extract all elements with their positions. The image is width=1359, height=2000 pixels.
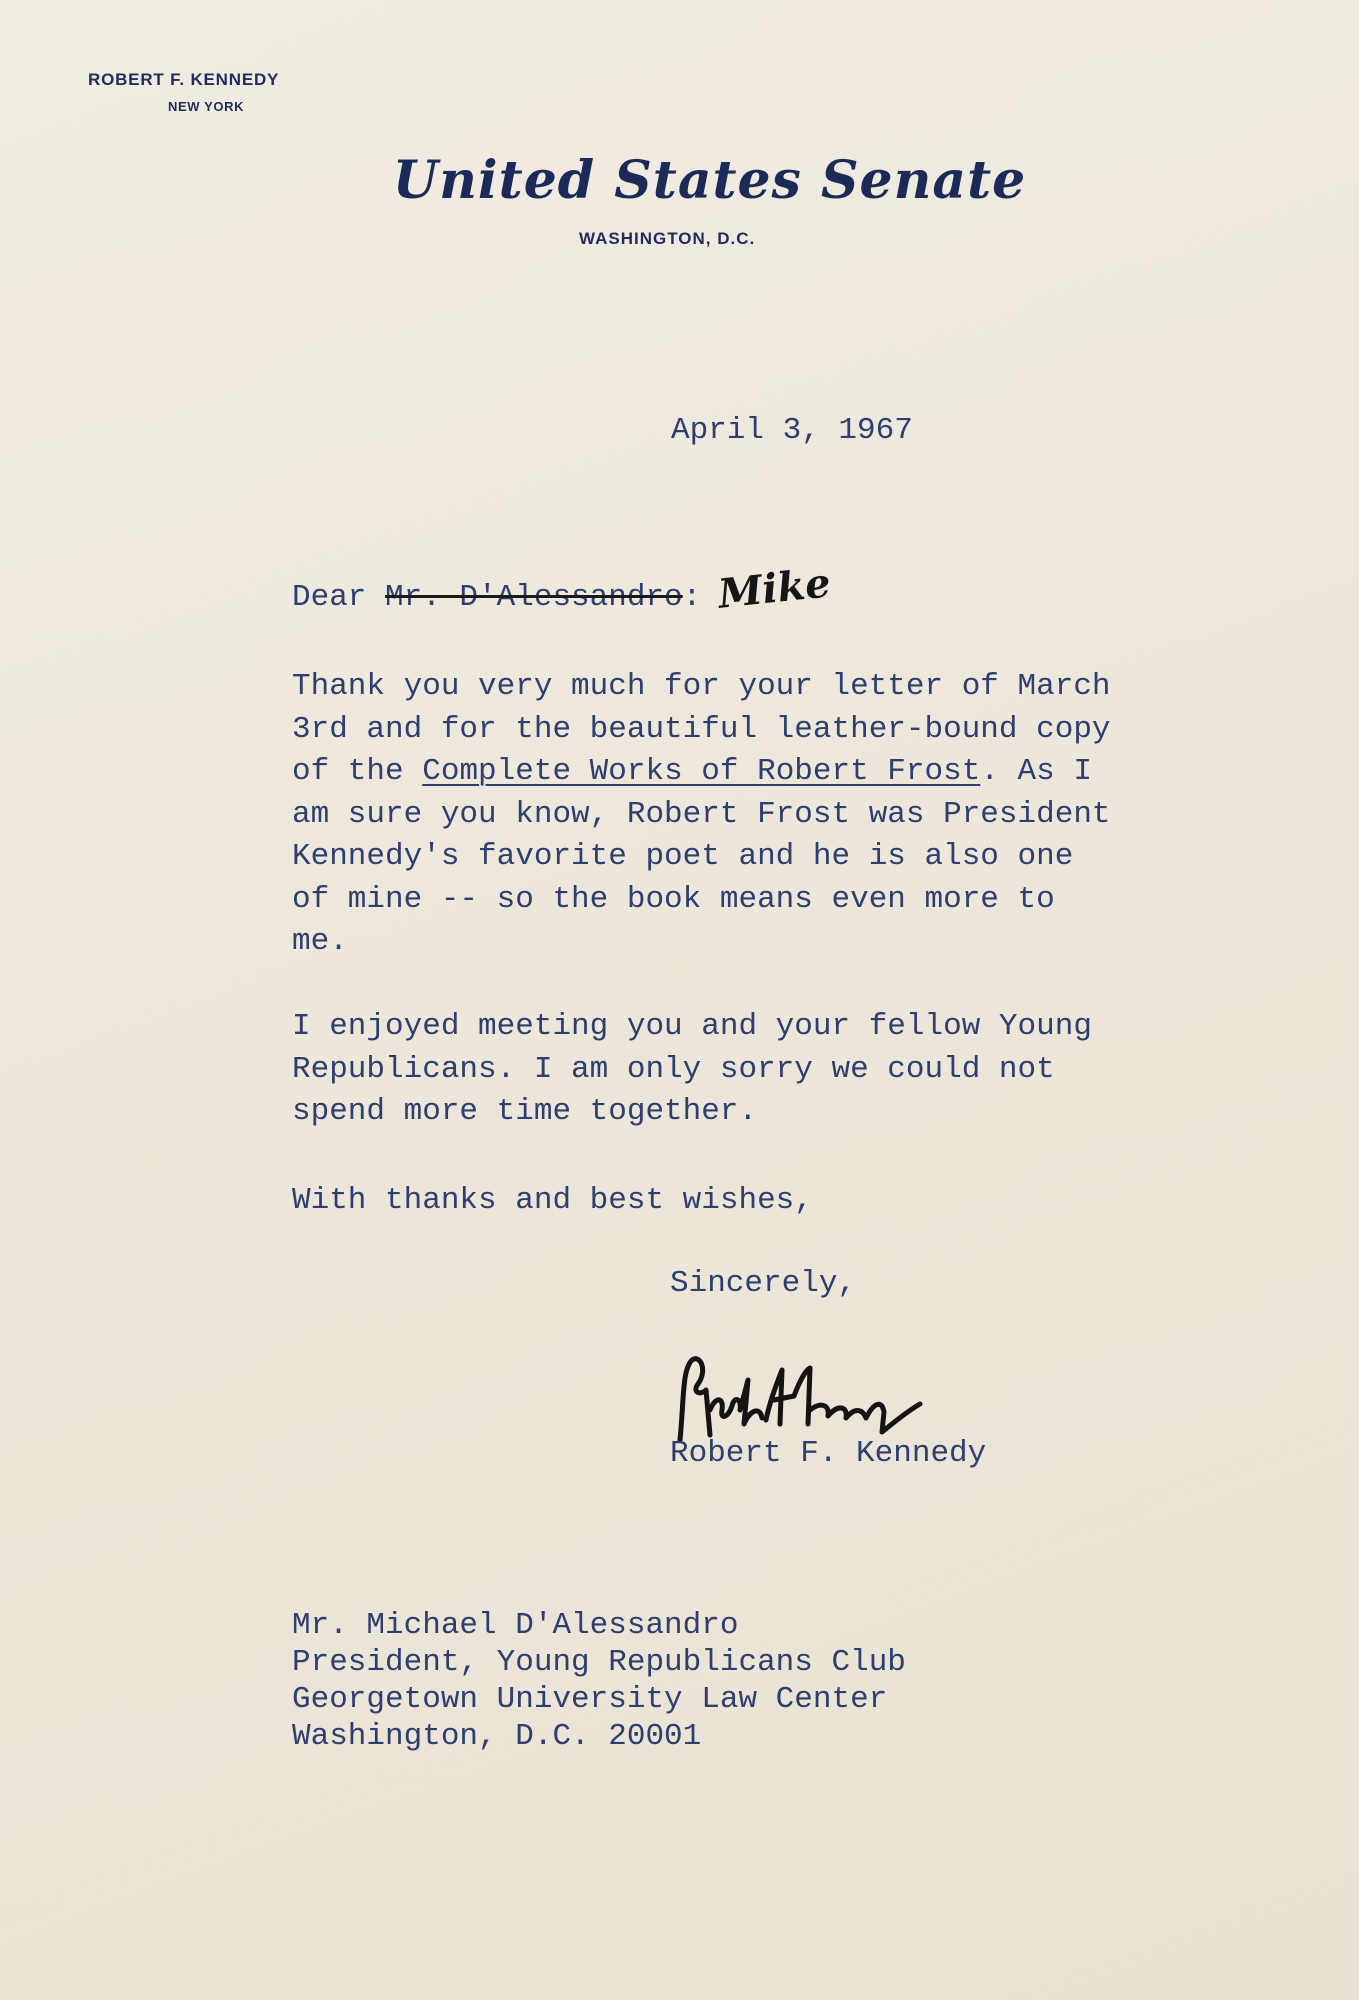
recipient-address bbox=[292, 1607, 906, 1755]
letterhead-sender-name: ROBERT F. KENNEDY bbox=[88, 70, 280, 89]
body-paragraph-1 bbox=[292, 666, 1112, 964]
signer-name: Robert F. Kennedy bbox=[670, 1436, 987, 1471]
paragraph1-before: Thank you very much for your letter of March 3rd and for the beautiful leather-bound copy of the bbox=[292, 669, 1111, 789]
salutation-prefix: Dear bbox=[292, 580, 386, 615]
closing: Sincerely, bbox=[670, 1266, 857, 1301]
letterhead-sender-state: NEW YORK bbox=[168, 99, 245, 114]
recipient-line-2: President, Young Republicans Club bbox=[292, 1645, 906, 1680]
paragraph1-after: . As I am sure you know, Robert Frost was President Kennedy's favorite poet and he is also one of mine -- so the book means even more to me. bbox=[292, 754, 1111, 959]
recipient-line-4: Washington, D.C. 20001 bbox=[292, 1719, 702, 1754]
body-paragraph-2: I enjoyed meeting you and your fellow Young Republicans. I am only sorry we could not spend more time together. bbox=[292, 1009, 1092, 1129]
recipient-line-1: Mr. Michael D'Alessandro bbox=[292, 1608, 739, 1643]
book-title: Complete Works of Robert Frost bbox=[422, 754, 981, 789]
letterhead-institution: United States Senate bbox=[392, 150, 1027, 211]
letterhead-city: WASHINGTON, D.C. bbox=[579, 229, 756, 248]
recipient-line-3: Georgetown University Law Center bbox=[292, 1682, 888, 1717]
salutation bbox=[292, 580, 701, 615]
salutation-colon: : bbox=[682, 580, 702, 615]
handwritten-salutation-name: Mike bbox=[715, 559, 833, 618]
body-paragraph-3: With thanks and best wishes, bbox=[292, 1183, 813, 1218]
letter-date: April 3, 1967 bbox=[671, 413, 913, 448]
salutation-struck-name: Mr. D'Alessandro bbox=[385, 580, 683, 615]
